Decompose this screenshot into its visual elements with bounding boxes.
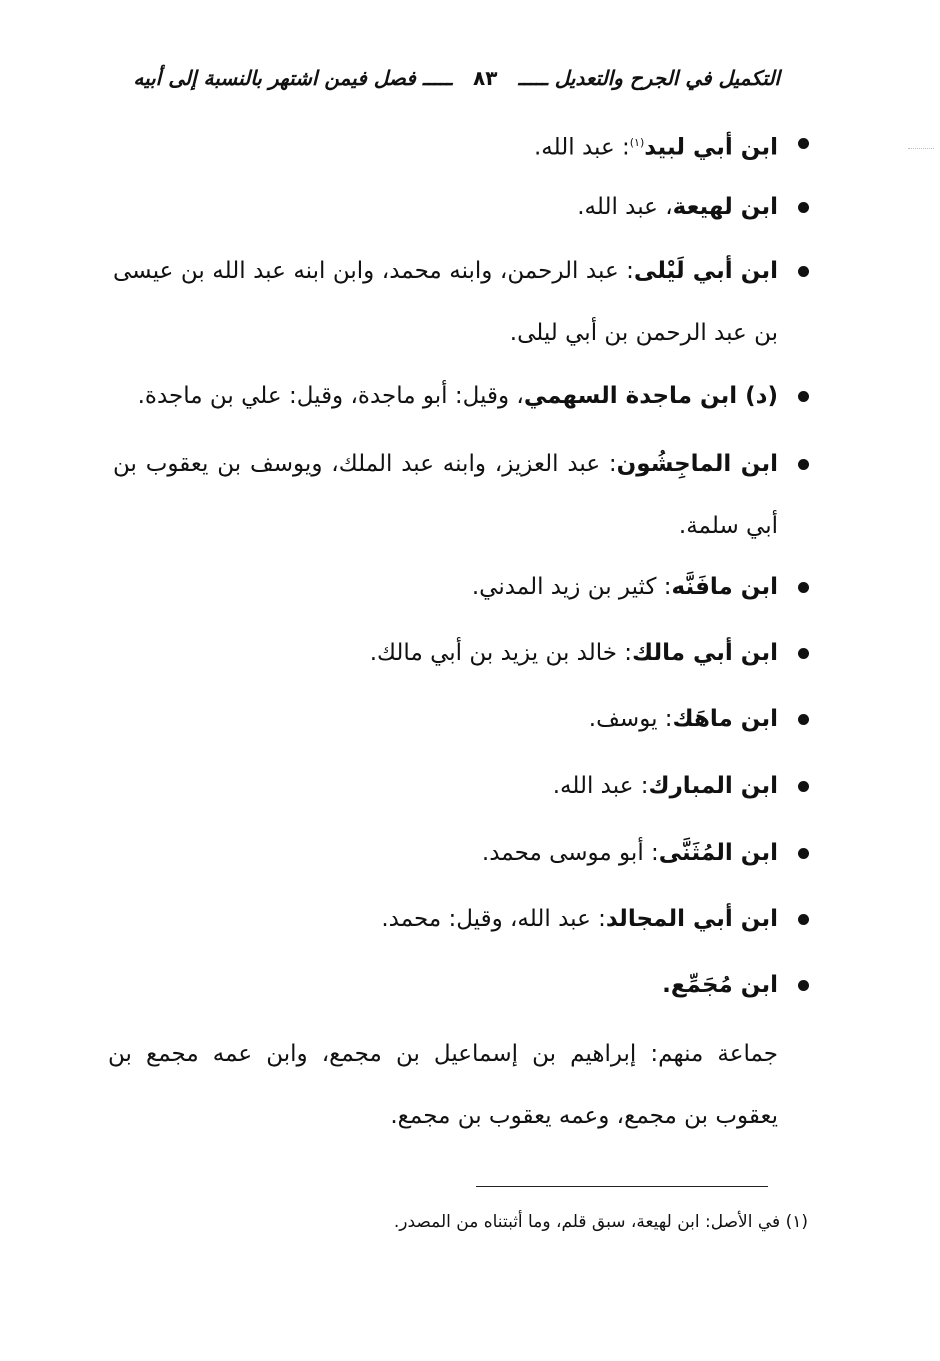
entry-ibn-mafanna	[472, 556, 778, 618]
entry-text: : يوسف.	[588, 706, 673, 732]
entry-name: ابن أبي المجالد	[605, 906, 778, 932]
entry-ibn-mahak	[589, 688, 778, 750]
section-title: فصل فيمن اشتهر بالنسبة إلى أبيه	[133, 66, 416, 90]
group-label: جماعة منهم	[658, 1041, 778, 1067]
entry-text: : عبد الله.	[533, 134, 630, 161]
entry-ibn-majida	[138, 365, 778, 427]
bullet-icon	[798, 648, 809, 659]
entry-name: ابن أبي لبيد	[644, 134, 778, 161]
entry-ibn-al-muthanna	[482, 822, 778, 884]
bullet-icon	[798, 781, 809, 792]
entry-ibn-abi-layla	[113, 240, 778, 364]
bullet-icon	[798, 582, 809, 593]
group-paragraph	[108, 1023, 778, 1147]
header-dash: ـــــ	[518, 66, 548, 90]
entry-name: ابن أبي مالك	[632, 640, 778, 666]
header-dash: ـــــ	[422, 66, 453, 90]
bullet-icon	[798, 138, 809, 149]
footnote: (١) في الأصل: ابن لهيعة، سبق قلم، وما أثبتناه من المصدر.	[393, 1212, 808, 1232]
footnote-divider	[476, 1186, 768, 1187]
group-text: : إبراهيم بن إسماعيل بن مجمع، وابن عمه مجمع بن يعقوب بن مجمع، وعمه يعقوب بن مجمع.	[108, 1041, 778, 1129]
entry-text: : عبد الرحمن، وابنه محمد، وابن ابنه عبد الله بن عيسى بن عبد الرحمن بن أبي ليلى.	[113, 258, 778, 346]
entry-ibn-abi-labid	[534, 112, 778, 179]
bullet-icon	[798, 266, 809, 277]
page-number: ٨٣	[473, 66, 498, 90]
entry-ibn-abi-al-mujalid	[381, 888, 778, 950]
entry-name: ابن المُثَنَّى	[658, 840, 778, 866]
entry-text: : عبد الله.	[552, 773, 649, 799]
entry-name: (د) ابن ماجدة السهمي	[523, 383, 778, 409]
entry-name: ابن المبارك	[648, 773, 778, 799]
entry-text: : خالد بن يزيد بن أبي مالك.	[369, 640, 633, 666]
bullet-icon	[798, 848, 809, 859]
entry-ibn-mujammi	[662, 954, 778, 1016]
entry-text: : عبد الله، وقيل: محمد.	[381, 906, 606, 932]
entry-ibn-lahia	[577, 176, 778, 238]
bullet-icon	[798, 391, 809, 402]
entry-name: ابن الماجِشُون	[616, 451, 778, 477]
entry-text: : كثير بن زيد المدني.	[471, 574, 672, 600]
footnote-ref: (١)	[629, 136, 645, 149]
entry-name: ابن مافَنَّه	[671, 574, 778, 600]
margin-mark	[908, 148, 934, 150]
entry-name: ابن ماهَك	[672, 706, 778, 732]
entry-name: ابن مُجَمِّع.	[662, 972, 778, 998]
entry-text: : أبو موسى محمد.	[481, 840, 659, 866]
entry-ibn-al-mubarak	[553, 755, 778, 817]
entry-ibn-majishun	[113, 433, 778, 557]
bullet-icon	[798, 980, 809, 991]
bullet-icon	[798, 459, 809, 470]
entry-text: : عبد العزيز، وابنه عبد الملك، ويوسف بن يعقوب بن أبي سلمة.	[113, 451, 778, 539]
bullet-icon	[798, 714, 809, 725]
entry-ibn-abi-malik	[370, 622, 778, 684]
running-header	[130, 58, 780, 98]
entry-text: ، وقيل: أبو ماجدة، وقيل: علي بن ماجدة.	[137, 383, 524, 409]
bullet-icon	[798, 202, 809, 213]
book-title: التكميل في الجرح والتعديل	[554, 66, 780, 90]
bullet-icon	[798, 914, 809, 925]
entry-name: ابن أبي لَيْلى	[633, 258, 778, 284]
entry-name: ابن لهيعة	[672, 194, 778, 220]
entry-text: ، عبد الله.	[577, 194, 673, 220]
